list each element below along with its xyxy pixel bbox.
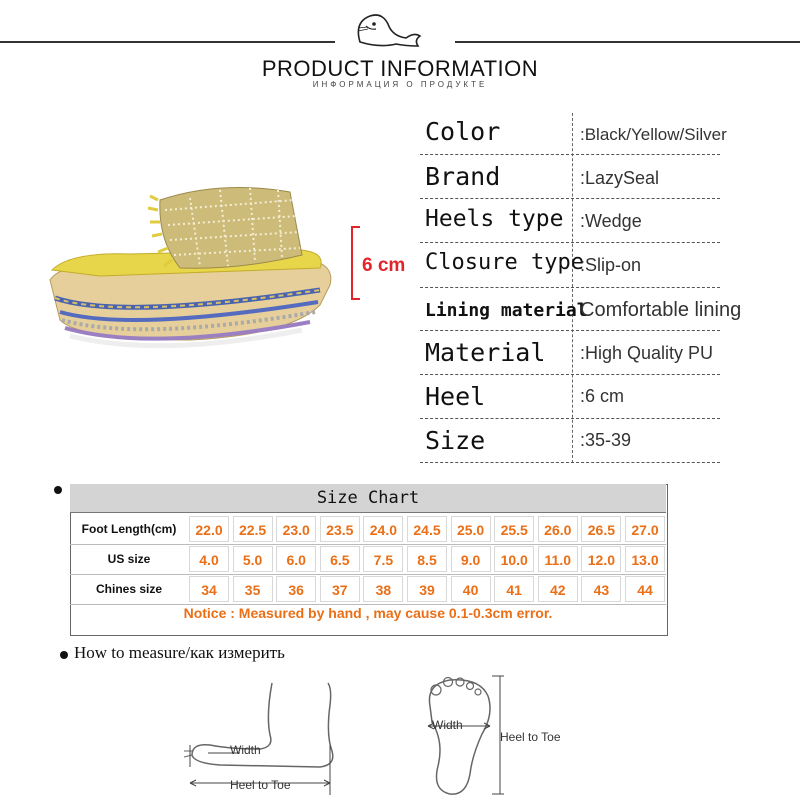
page-subtitle: ИНФОРМАЦИЯ О ПРОДУКТЕ [312, 80, 488, 89]
size-chart-notice: Notice : Measured by hand , may cause 0.1-0.3cm error. [183, 605, 553, 621]
size-chart-cell: 22.5 [233, 516, 273, 542]
size-chart-cell: 25.0 [451, 516, 491, 542]
top-width-label: Width [432, 718, 463, 732]
spec-value-brand: :LazySeal [580, 168, 660, 188]
spec-value-heel: :6 cm [580, 386, 625, 406]
spec-row-divider [420, 418, 720, 419]
size-chart-cell: 27.0 [625, 516, 665, 542]
spec-key-heels-type: Heels type [425, 206, 564, 232]
size-chart-cell: 26.5 [581, 516, 621, 542]
size-chart-row-divider [70, 544, 666, 545]
spec-key-size: Size [425, 426, 486, 455]
spec-row-divider [420, 242, 720, 243]
size-chart-cell: 38 [363, 576, 403, 602]
size-chart-cell: 26.0 [538, 516, 578, 542]
spec-key-color: Color [425, 117, 501, 146]
spec-column-divider [572, 113, 573, 463]
size-chart-cell: 7.5 [363, 546, 403, 572]
header-divider-right [455, 41, 800, 43]
header-divider-left [0, 41, 335, 43]
spec-row-divider [420, 462, 720, 463]
seal-logo-icon [330, 2, 430, 50]
spec-value-size: :35-39 [580, 430, 632, 450]
size-chart-cell: 6.0 [276, 546, 316, 572]
size-chart-cell: 9.0 [451, 546, 491, 572]
spec-value-lining-material: Comfortable lining [580, 299, 742, 321]
size-chart-cell: 25.5 [494, 516, 534, 542]
size-chart-cell: 36 [276, 576, 316, 602]
size-chart-row-divider [70, 574, 666, 575]
spec-value-closure-type: :Slip-on [580, 255, 642, 275]
size-chart-cell: 23.5 [320, 516, 360, 542]
size-chart-cell: 12.0 [581, 546, 621, 572]
side-width-label: Width [230, 743, 261, 757]
size-chart-cell: 40 [451, 576, 491, 602]
foot-side-view-diagram [180, 675, 380, 795]
size-chart-cell: 39 [407, 576, 447, 602]
top-length-label: Heel to Toe [500, 730, 561, 744]
spec-row-divider [420, 287, 720, 288]
size-chart-cell: 24.5 [407, 516, 447, 542]
size-chart-cell: 22.0 [189, 516, 229, 542]
size-chart-cell: 43 [581, 576, 621, 602]
size-chart-cell: 4.0 [189, 546, 229, 572]
size-chart-cell: 5.0 [233, 546, 273, 572]
size-chart-cell: 8.5 [407, 546, 447, 572]
spec-key-closure-type: Closure type [425, 250, 584, 275]
size-chart-row-label: Chines size [95, 582, 163, 596]
spec-key-brand: Brand [425, 162, 501, 191]
size-chart-cell: 6.5 [320, 546, 360, 572]
size-chart-cell: 37 [320, 576, 360, 602]
how-to-heading: How to measure/как измерить [74, 643, 285, 662]
spec-key-heel: Heel [425, 382, 486, 411]
size-chart-cell: 34 [189, 576, 229, 602]
side-length-label: Heel to Toe [230, 778, 291, 792]
size-chart-cell: 24.0 [363, 516, 403, 542]
spec-row-divider [420, 154, 720, 155]
size-chart-row-label: Foot Length(cm) [81, 522, 177, 536]
size-chart-bullet [54, 486, 62, 494]
page-title: PRODUCT INFORMATION [261, 56, 539, 81]
spec-row-divider [420, 374, 720, 375]
spec-key-lining-material: Lining material [425, 300, 588, 321]
spec-value-heels-type: :Wedge [580, 211, 642, 231]
size-chart-cell: 10.0 [494, 546, 534, 572]
spec-row-divider [420, 330, 720, 331]
size-chart-title: Size Chart [70, 484, 666, 513]
size-chart-cell: 11.0 [538, 546, 578, 572]
height-measure-label: 6 cm [362, 255, 406, 276]
size-chart-cell: 44 [625, 576, 665, 602]
size-chart-cell: 42 [538, 576, 578, 602]
spec-value-material: :High Quality PU [580, 343, 714, 363]
spec-row-divider [420, 198, 720, 199]
spec-value-color: :Black/Yellow/Silver [580, 125, 727, 144]
size-chart-cell: 23.0 [276, 516, 316, 542]
size-chart-row-label: US size [107, 552, 151, 566]
how-to-bullet [60, 651, 68, 659]
spec-key-material: Material [425, 338, 546, 367]
platform-slide-sandal-photo [40, 170, 340, 360]
size-chart-cell: 41 [494, 576, 534, 602]
size-chart-cell: 35 [233, 576, 273, 602]
height-measure-bracket [350, 226, 360, 300]
size-chart-cell: 13.0 [625, 546, 665, 572]
